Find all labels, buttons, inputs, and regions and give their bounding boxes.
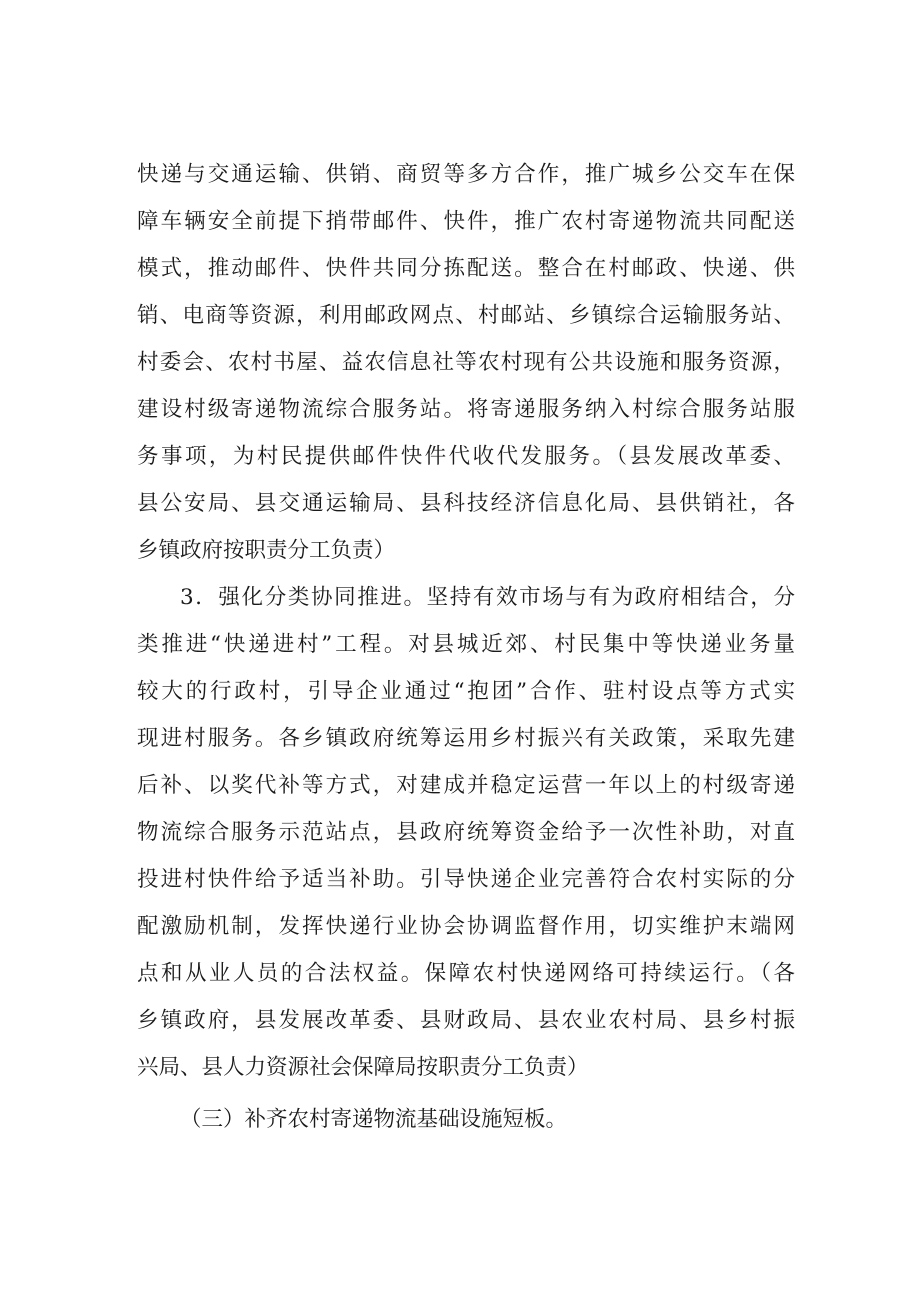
paragraph-line: 县公安局、县交通运输局、县科技经济信息化局、县供销社，各	[137, 491, 795, 516]
paragraph-line: 配激励机制，发挥快递行业协会协调监督作用，切实维护末端网	[137, 914, 795, 939]
paragraph-line: 销、电商等资源，利用邮政网点、村邮站、乡镇综合运输服务站、	[137, 303, 795, 328]
paragraph-line: 后补、以奖代补等方式，对建成并稳定运营一年以上的村级寄递	[137, 773, 795, 798]
section-heading: （三）补齐农村寄递物流基础设施短板。	[180, 1107, 568, 1132]
paragraph-line: 务事项，为村民提供邮件快件代收代发服务。（县发展改革委、	[137, 444, 795, 469]
paragraph-line: 障车辆安全前提下捎带邮件、快件，推广农村寄递物流共同配送	[137, 209, 795, 234]
paragraph-line: 村委会、农村书屋、益农信息社等农村现有公共设施和服务资源，	[137, 350, 795, 375]
paragraph-line: 点和从业人员的合法权益。保障农村快递网络可持续运行。（各	[137, 961, 795, 986]
paragraph-line: 现进村服务。各乡镇政府统筹运用乡村振兴有关政策，采取先建	[137, 726, 795, 751]
paragraph-line: 乡镇政府按职责分工负责）	[137, 538, 396, 563]
paragraph-line: 乡镇政府，县发展改革委、县财政局、县农业农村局、县乡村振	[137, 1008, 795, 1033]
paragraph-line: 较大的行政村，引导企业通过“抱团”合作、驻村设点等方式实	[137, 679, 795, 704]
paragraph-line: 物流综合服务示范站点，县政府统筹资金给予一次性补助，对直	[137, 820, 795, 845]
paragraph-line: 兴局、县人力资源社会保障局按职责分工负责）	[137, 1055, 589, 1080]
paragraph-line: 投进村快件给予适当补助。引导快递企业完善符合农村实际的分	[137, 867, 795, 892]
paragraph-line: 快递与交通运输、供销、商贸等多方合作，推广城乡公交车在保	[137, 162, 795, 187]
paragraph-line: 3．强化分类协同推进。坚持有效市场与有为政府相结合，分	[180, 585, 795, 610]
paragraph-line: 模式，推动邮件、快件共同分拣配送。整合在村邮政、快递、供	[137, 256, 795, 281]
paragraph-line: 类推进“快递进村”工程。对县城近郊、村民集中等快递业务量	[137, 632, 795, 657]
paragraph-line: 建设村级寄递物流综合服务站。将寄递服务纳入村综合服务站服	[137, 397, 795, 422]
